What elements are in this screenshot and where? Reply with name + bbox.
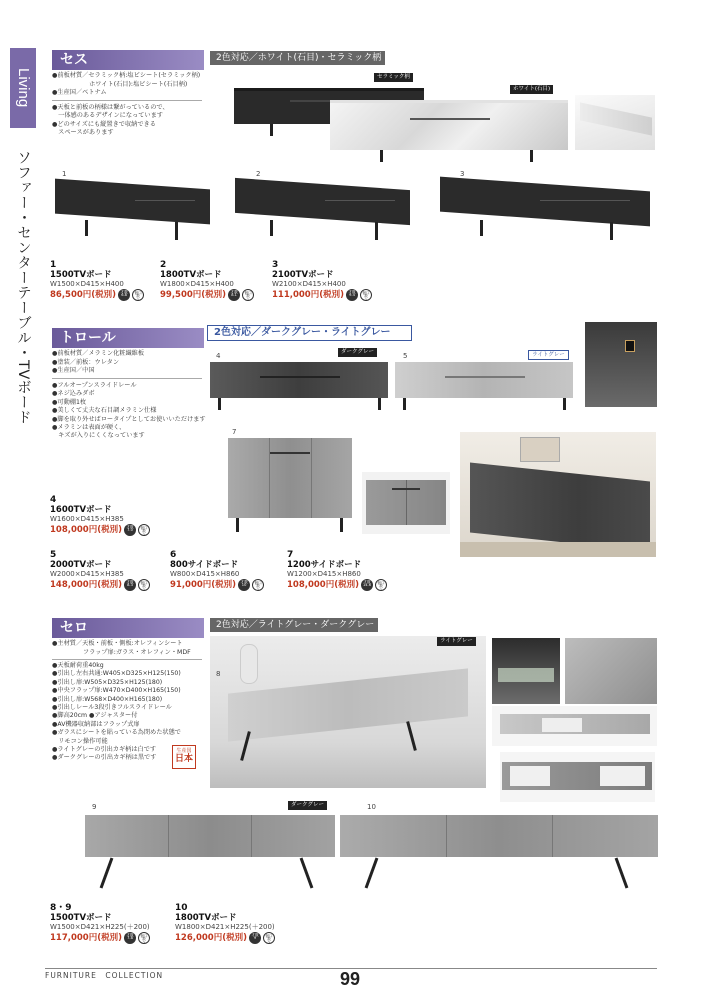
zero-open-photo	[492, 706, 657, 746]
cubic-badge: 才数 14.6	[361, 579, 373, 591]
note-line: ●引出し扉:W568×D400×H165(180)	[52, 695, 163, 703]
sidebar-tab-living: Living	[10, 48, 36, 128]
troll-notes	[52, 382, 212, 441]
note-line: ●脚を取り外せばロータイプとしてお使いいただけます	[52, 415, 206, 423]
product-price: 91,000円(税別)	[170, 579, 237, 590]
zero-img-label-9: 9	[92, 803, 97, 811]
product-price: 86,500円(税別)	[50, 289, 117, 300]
troll-img-label-5: 5	[403, 352, 408, 360]
zero-spec	[52, 640, 212, 657]
ses-product-3	[272, 260, 392, 301]
spec-line: ホワイト(石目):塩ビシート(石目柄)	[52, 80, 188, 88]
product-number: 1	[50, 260, 57, 270]
note-line: ●脚高20cm ●アジャスター付	[52, 712, 138, 720]
cubic-badge: 才数 10	[238, 579, 250, 591]
divider	[52, 100, 202, 101]
note-line: ●美しくて丈夫な石目調メラミン仕様	[52, 407, 157, 415]
product-name: 1600TVボード	[50, 505, 112, 515]
product-number: 6	[170, 550, 177, 560]
pack-count-badge: 個口数 1	[138, 579, 150, 591]
zero-product-10	[175, 903, 300, 944]
troll-product-5	[50, 550, 165, 591]
ses-color-banner: 2色対応／ホワイト(石目)・セラミック柄	[210, 51, 385, 65]
troll-detail-photo	[585, 322, 657, 407]
note-line: ●ライトグレーの引出カギ柄は白です	[52, 746, 157, 754]
product-name: 1200サイドボード	[287, 560, 362, 570]
divider	[52, 659, 202, 660]
note-line: ●天板と前板の柄様は繋がっているので、	[52, 104, 169, 111]
product-name: 1500TVボード	[50, 913, 112, 923]
product-number: 10	[175, 903, 188, 913]
product-number: 7	[287, 550, 294, 560]
product-number: 4	[50, 495, 57, 505]
spec-line: ●前板材質／メラミン化粧繊維板	[52, 350, 145, 357]
note-line: ●フルオープンスライドレール	[52, 382, 137, 389]
spec-line: ●主材質／天板・前板・側板:オレフィンシート	[52, 640, 183, 647]
troll-product-6-image	[362, 472, 450, 534]
product-number: 8・9	[50, 903, 72, 913]
divider	[52, 378, 202, 379]
product-dims: W1500×D421×H225(＋200)	[50, 923, 150, 931]
product-dims: W1800×D421×H225(＋200)	[175, 923, 275, 931]
cubic-badge: 才数 9.4	[346, 289, 358, 301]
zero-tag-dark: ダークグレー	[288, 801, 327, 810]
product-dims: W2100×D415×H400	[272, 280, 346, 288]
ses-spec	[52, 72, 212, 98]
troll-product-4	[50, 495, 160, 536]
ses-tag-ceramic: セラミック柄	[374, 73, 413, 82]
product-number: 2	[160, 260, 167, 270]
troll-img-label-7: 7	[232, 428, 237, 436]
troll-tag-light: ライトグレー	[528, 350, 569, 360]
troll-color-banner: 2色対応／ダークグレー・ライトグレー	[207, 325, 412, 341]
pack-count-badge: 個口数 1	[252, 579, 264, 591]
product-name: 1800TVボード	[175, 913, 237, 923]
product-price: 108,000円(税別)	[50, 524, 122, 535]
product-dims: W1200×D415×H860	[287, 570, 361, 578]
ses-img-label-1: 1	[62, 170, 67, 178]
spec-line: ●生産国／ベトナム	[52, 89, 107, 97]
cubic-badge: 才数 8.3	[124, 579, 136, 591]
ses-detail-photo	[575, 95, 655, 150]
zero-color-banner: 2色対応／ライトグレー・ダークグレー	[210, 618, 378, 632]
troll-img-label-4: 4	[216, 352, 221, 360]
cubic-badge: 才数 7.8	[124, 932, 136, 944]
zero-product-8-9	[50, 903, 175, 944]
note-line: ●引出し扉:W505×D325×H125(180)	[52, 678, 163, 686]
troll-product-7-image	[228, 438, 353, 533]
zero-img-label-10: 10	[367, 803, 376, 811]
pack-count-badge: 個口数 1	[375, 579, 387, 591]
spec-line: フラップ扉:ガラス・オレフィン・MDF	[52, 648, 191, 656]
note-line: ●どのサイズにも縦置きで収納できる	[52, 120, 156, 128]
product-dims: W1500×D415×H400	[50, 280, 124, 288]
product-dims: W2000×D415×H385	[50, 570, 124, 578]
page-number: 99	[340, 969, 361, 989]
note-line: ●引出し左右共通:W405×D325×H125(150)	[52, 670, 181, 678]
note-line: ●可動棚1枚	[52, 398, 87, 406]
product-number: 5	[50, 550, 57, 560]
ses-section-title: セス	[52, 50, 204, 70]
pack-count-badge: 個口数 1	[138, 524, 150, 536]
spec-line: ●前板材質／セラミック柄:塩ビシート(セラミック柄)	[52, 72, 201, 79]
zero-flap-photo	[500, 752, 655, 802]
pack-count-badge: 個口数 1	[242, 289, 254, 301]
troll-room-photo	[460, 432, 656, 557]
pack-count-badge: 個口数 1	[360, 289, 372, 301]
product-name: 2000TVボード	[50, 560, 112, 570]
note-line: ●ガラスにシートを貼っている為閉めた状態で	[52, 729, 181, 737]
ses-tag-white: ホワイト(石目)	[510, 85, 553, 94]
product-dims: W1800×D415×H400	[160, 280, 234, 288]
product-price: 148,000円(税別)	[50, 579, 122, 590]
note-line: 一体感のあるデザインになっています	[52, 112, 163, 120]
troll-product-6	[170, 550, 282, 591]
note-line: スペースがあります	[52, 129, 114, 137]
cubic-badge: 才数 8.1	[228, 289, 240, 301]
ses-notes	[52, 104, 212, 138]
cubic-badge: 才数 9	[249, 932, 261, 944]
ses-product-2-image	[235, 172, 415, 242]
product-name: 2100TVボード	[272, 270, 334, 280]
made-in-japan-stamp: 生産国 日本	[172, 745, 196, 769]
troll-product-5-image	[395, 362, 575, 412]
ses-product-1	[50, 260, 160, 301]
note-line: ●ネジ込みダボ	[52, 390, 95, 398]
product-price: 117,000円(税別)	[50, 932, 122, 943]
note-line: ●天板耐荷重40kg	[52, 662, 104, 669]
ses-img-label-2: 2	[256, 170, 261, 178]
pack-count-badge: 個口数 2	[263, 932, 275, 944]
troll-product-7	[287, 550, 402, 591]
footer-collection: FURNITURE COLLECTION	[45, 971, 164, 980]
product-price: 108,000円(税別)	[287, 579, 359, 590]
ses-product-2	[160, 260, 275, 301]
zero-detail-photo-1	[492, 638, 560, 704]
zero-tag-light: ライトグレー	[437, 637, 476, 646]
pack-count-badge: 個口数 1	[132, 289, 144, 301]
zero-hero-photo	[210, 636, 486, 788]
category-title: ソファー・センターテーブル・TVボード	[15, 150, 31, 425]
note-line: ●AV機器収納部はフラップ式扉	[52, 720, 140, 728]
note-line: キズが入りにくくなっています	[52, 432, 145, 440]
product-dims: W800×D415×H860	[170, 570, 240, 578]
note-line: リモコン操作可能	[52, 737, 108, 745]
ses-img-label-3: 3	[460, 170, 465, 178]
note-line: ●引出しレール3段引きフルスライドレール	[52, 704, 172, 712]
product-price: 99,500円(税別)	[160, 289, 227, 300]
note-line: ●ダークグレーの引出カギ柄は黒です	[52, 754, 157, 762]
zero-img-label-8: 8	[216, 670, 221, 678]
zero-detail-photo-2	[565, 638, 657, 704]
product-number: 3	[272, 260, 279, 270]
product-name: 1500TVボード	[50, 270, 112, 280]
product-price: 111,000円(税別)	[272, 289, 344, 300]
pack-count-badge: 個口数 2	[138, 932, 150, 944]
note-line: ●中央フラップ扉:W470×D400×H165(150)	[52, 687, 181, 695]
product-name: 1800TVボード	[160, 270, 222, 280]
spec-line: ●生産国／中国	[52, 367, 95, 375]
cubic-badge: 才数 7.0	[124, 524, 136, 536]
ses-product-1-image	[55, 172, 215, 242]
troll-product-4-image	[210, 362, 390, 412]
zero-product-9-image	[85, 815, 335, 895]
troll-section-title: トロール	[52, 328, 204, 348]
note-line: ●メラミンは表面が硬く、	[52, 424, 126, 432]
product-name: 800サイドボード	[170, 560, 239, 570]
ses-product-3-image	[440, 172, 655, 242]
troll-spec	[52, 350, 202, 376]
zero-section-title: セロ	[52, 618, 204, 638]
zero-product-10-image	[340, 815, 658, 895]
cubic-badge: 才数 6.8	[118, 289, 130, 301]
product-price: 126,000円(税別)	[175, 932, 247, 943]
product-dims: W1600×D415×H385	[50, 515, 124, 523]
spec-line: ●塗装／前板：ウレタン	[52, 358, 120, 366]
troll-tag-dark: ダークグレー	[338, 348, 377, 357]
